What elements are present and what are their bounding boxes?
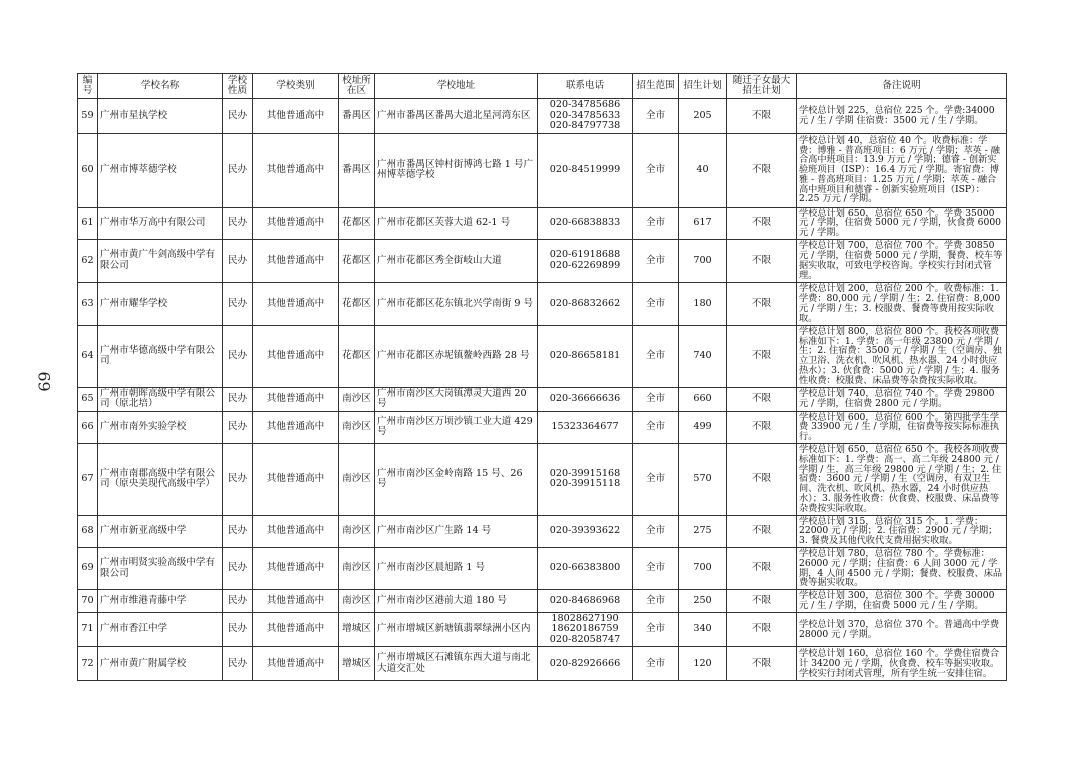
header-phone: 联系电话: [538, 74, 633, 99]
school-name: 广州市朝晖高级中学有限公司（原北培）: [98, 387, 223, 411]
school-address: 广州市花都区芙蓉大道 62-1 号: [375, 207, 538, 239]
enrollment-scope: 全市: [633, 590, 679, 613]
school-district: 南沙区: [339, 548, 375, 590]
migrant-plan: 不限: [727, 548, 797, 590]
row-number: 60: [78, 133, 98, 207]
school-district: 南沙区: [339, 515, 375, 547]
school-address: 广州市南沙区万顷沙镇工业大道 429 号: [375, 411, 538, 443]
school-name: 广州市华德高级中学有限公司: [98, 325, 223, 387]
school-category: 其他普通高中: [253, 207, 339, 239]
school-category: 其他普通高中: [253, 133, 339, 207]
contact-phone: [538, 590, 633, 613]
migrant-plan: 不限: [727, 239, 797, 282]
school-name: 广州市华万高中有限公司: [98, 207, 223, 239]
table-row: [78, 99, 1007, 134]
contact-phone: [538, 282, 633, 325]
remark-note: 学校总计划 160，总宿位 160 个。学费住宿费合计 34200 元 / 学期，伙食费、校车等据实收取。学校实行封闭式管理，所有学生统一安排住宿。: [797, 647, 1007, 681]
row-number: 66: [78, 411, 98, 443]
school-category: 其他普通高中: [253, 99, 339, 134]
school-district: 花都区: [339, 325, 375, 387]
school-district: 南沙区: [339, 387, 375, 411]
enrollment-plan: 250: [679, 590, 727, 613]
school-name: 广州市新亚高级中学: [98, 515, 223, 547]
migrant-plan: 不限: [727, 282, 797, 325]
row-number: 67: [78, 444, 98, 516]
school-address: 广州市番禺区番禺大道北星河湾东区: [375, 99, 538, 134]
school-category: 其他普通高中: [253, 282, 339, 325]
contact-phone: [538, 612, 633, 647]
migrant-plan: 不限: [727, 515, 797, 547]
phone-number: 020-34785686: [549, 99, 621, 110]
school-name: 广州市耀华学校: [98, 282, 223, 325]
row-number: 65: [78, 387, 98, 411]
phone-number: 18620186759: [551, 623, 619, 635]
enrollment-plan: 205: [679, 99, 727, 134]
school-nature: 民办: [223, 133, 253, 207]
school-address: 广州市南沙区晨旭路 1 号: [375, 548, 538, 590]
table-row: [78, 325, 1007, 387]
school-nature: 民办: [223, 239, 253, 282]
phone-number: 020-82926666: [549, 657, 621, 669]
table-row: [78, 444, 1007, 516]
school-category: 其他普通高中: [253, 387, 339, 411]
migrant-plan: 不限: [727, 612, 797, 647]
phone-number: 020-39915118: [549, 478, 621, 490]
school-category: 其他普通高中: [253, 515, 339, 547]
contact-phone: [538, 411, 633, 443]
remark-note: 学校总计划 650，总宿位 650 个。学费 35000 元 / 学期，住宿费 5000 元 / 学期，伙食费 6000 元 / 学期。: [797, 207, 1007, 239]
phone-number: 020-86658181: [549, 350, 621, 362]
remark-note: 学校总计划 800，总宿位 800 个。我校各项收费标准如下：1. 学费：高一年级 23800 元 / 学期 / 生；2. 住宿费：3500 元 / 学期 / 生（空调房、独立卫浴、洗衣机、吹风机、热水器、24 小时供应热水）；3. 伙食费：5000 元 / 学期 / 生；4. 服务性收费：校服费、床品费等杂费按实际收取。: [797, 325, 1007, 387]
enrollment-plan: 660: [679, 387, 727, 411]
header-name: 学校名称: [98, 74, 223, 99]
table-row: [78, 548, 1007, 590]
remark-note: 学校总计划 315，总宿位 315 个。1. 学费：22000 元 / 学期；2. 住宿费：2900 元 / 学期；3. 餐费及其他代收代支费用据实收取。: [797, 515, 1007, 547]
enrollment-plan: 617: [679, 207, 727, 239]
school-name: 广州市黄广牛剑高级中学有限公司: [98, 239, 223, 282]
enrollment-plan: 700: [679, 548, 727, 590]
remark-note: 学校总计划 225，总宿位 225 个。学费:34000 元 / 生 / 学期 住宿费：3500 元 / 生 / 学期。: [797, 99, 1007, 134]
school-address: 广州市花都区秀全街岐山大道: [375, 239, 538, 282]
header-migrant: 随迁子女最大招生计划: [727, 74, 797, 99]
phone-number: 020-84519999: [549, 163, 621, 175]
school-address: 广州市南沙区金岭南路 15 号、26 号: [375, 444, 538, 516]
school-name: 广州市维港青藤中学: [98, 590, 223, 613]
school-category: 其他普通高中: [253, 325, 339, 387]
remark-note: 学校总计划 740，总宿位 740 个。学费 29800 元 / 学期，住宿费 2800 元 / 学期。: [797, 387, 1007, 411]
school-district: 南沙区: [339, 590, 375, 613]
contact-phone: [538, 207, 633, 239]
school-nature: 民办: [223, 612, 253, 647]
table-row: [78, 612, 1007, 647]
remark-note: 学校总计划 40，总宿位 40 个。收费标准：学费：博雅 - 普高班项目：6 万元 / 学期；萃英 - 融合高中班项目：13.9 万元 / 学期；德睿 - 创新实验班项目（ISP）：16.4 万元 / 学期。寄宿费：博雅 - 普高班项目：1.25 万元 / 学期；萃英 - 融合高中班项目和德睿 - 创新实验班项目（ISP）：2.25 万元 / 学期。: [797, 133, 1007, 207]
school-category: 其他普通高中: [253, 239, 339, 282]
contact-phone: [538, 515, 633, 547]
school-nature: 民办: [223, 282, 253, 325]
school-district: 增城区: [339, 647, 375, 681]
phone-number: 18028627190: [551, 612, 619, 624]
school-category: 其他普通高中: [253, 548, 339, 590]
header-plan: 招生计划: [679, 74, 727, 99]
migrant-plan: 不限: [727, 647, 797, 681]
enrollment-plan: 120: [679, 647, 727, 681]
migrant-plan: 不限: [727, 99, 797, 134]
migrant-plan: 不限: [727, 590, 797, 613]
phone-number: 020-84797738: [549, 120, 621, 131]
page-number: 69: [34, 371, 54, 392]
school-nature: 民办: [223, 325, 253, 387]
row-number: 68: [78, 515, 98, 547]
school-enrollment-table: [77, 73, 1007, 681]
school-district: 南沙区: [339, 411, 375, 443]
school-address: 广州市花都区赤坭镇鳌岭西路 28 号: [375, 325, 538, 387]
school-address: 广州市南沙区大岗镇潭灵大道西 20 号: [375, 387, 538, 411]
school-category: 其他普通高中: [253, 411, 339, 443]
school-category: 其他普通高中: [253, 647, 339, 681]
migrant-plan: 不限: [727, 387, 797, 411]
migrant-plan: 不限: [727, 444, 797, 516]
school-name: 广州市星执学校: [98, 99, 223, 134]
school-district: 南沙区: [339, 444, 375, 516]
migrant-plan: 不限: [727, 411, 797, 443]
contact-phone: [538, 239, 633, 282]
enrollment-plan: 700: [679, 239, 727, 282]
school-district: 花都区: [339, 207, 375, 239]
table-row: [78, 133, 1007, 207]
remark-note: 学校总计划 370，总宿位 370 个。普通高中学费 28000 元 / 学期。: [797, 612, 1007, 647]
school-name: 广州市南外实验学校: [98, 411, 223, 443]
phone-number: 020-66838833: [549, 216, 621, 228]
table-row: [78, 387, 1007, 411]
remark-note: 学校总计划 300，总宿位 300 个。学费 30000 元 / 生 / 学期，住宿费 5000 元 / 生 / 学期。: [797, 590, 1007, 613]
school-nature: 民办: [223, 548, 253, 590]
phone-number: 020-34785633: [549, 109, 621, 121]
table-header-row: [78, 74, 1007, 99]
school-category: 其他普通高中: [253, 612, 339, 647]
table-row: [78, 590, 1007, 613]
row-number: 72: [78, 647, 98, 681]
enrollment-scope: 全市: [633, 207, 679, 239]
enrollment-scope: 全市: [633, 99, 679, 134]
enrollment-plan: 740: [679, 325, 727, 387]
school-district: 增城区: [339, 612, 375, 647]
school-name: 广州市明贤实验高级中学有限公司: [98, 548, 223, 590]
school-nature: 民办: [223, 444, 253, 516]
school-address: 广州市花都区花东镇北兴学南街 9 号: [375, 282, 538, 325]
enrollment-scope: 全市: [633, 282, 679, 325]
row-number: 70: [78, 590, 98, 613]
school-district: 番禺区: [339, 99, 375, 134]
remark-note: 学校总计划 200，总宿位 200 个。收费标准：1. 学费：80,000 元 / 学期 / 生；2. 住宿费：8,000 元 / 学期 / 生；3. 校服费、餐费等费用按实际收取。: [797, 282, 1007, 325]
row-number: 62: [78, 239, 98, 282]
contact-phone: [538, 647, 633, 681]
school-name: 广州市黄广附属学校: [98, 647, 223, 681]
enrollment-plan: 180: [679, 282, 727, 325]
phone-number: 020-66383800: [549, 562, 621, 574]
header-address: 学校地址: [375, 74, 538, 99]
phone-number: 020-86832662: [549, 297, 621, 309]
remark-note: 学校总计划 650，总宿位 650 个。我校各项收费标准如下：1. 学费：高一、高二年级 24800 元 / 学期 / 生，高三年级 29800 元 / 学期 / 生；2. 住宿费：3600 元 / 学期 / 生（空调房，有双卫生间、洗衣机、吹风机、热水器，24 小时供应热水）；3. 服务性收费：伙食费、校服费、床品费等杂费按实际收取。: [797, 444, 1007, 516]
school-nature: 民办: [223, 411, 253, 443]
table-row: [78, 411, 1007, 443]
row-number: 59: [78, 99, 98, 134]
phone-number: 020-82058747: [549, 633, 621, 645]
migrant-plan: 不限: [727, 207, 797, 239]
enrollment-scope: 全市: [633, 325, 679, 387]
migrant-plan: 不限: [727, 325, 797, 387]
contact-phone: [538, 548, 633, 590]
school-nature: 民办: [223, 590, 253, 613]
contact-phone: [538, 133, 633, 207]
enrollment-plan: 275: [679, 515, 727, 547]
phone-number: 020-61918688: [549, 249, 621, 261]
migrant-plan: 不限: [727, 133, 797, 207]
school-nature: 民办: [223, 207, 253, 239]
header-district: 校址所在区: [339, 74, 375, 99]
school-nature: 民办: [223, 515, 253, 547]
header-scope: 招生范围: [633, 74, 679, 99]
enrollment-scope: 全市: [633, 411, 679, 443]
enrollment-plan: 340: [679, 612, 727, 647]
enrollment-scope: 全市: [633, 387, 679, 411]
row-number: 61: [78, 207, 98, 239]
enrollment-plan: 40: [679, 133, 727, 207]
table-row: [78, 282, 1007, 325]
enrollment-scope: 全市: [633, 444, 679, 516]
table-row: [78, 515, 1007, 547]
header-note: 备注说明: [797, 74, 1007, 99]
header-no: 编号: [78, 74, 98, 99]
school-category: 其他普通高中: [253, 590, 339, 613]
phone-number: 020-36666636: [549, 392, 621, 404]
row-number: 71: [78, 612, 98, 647]
school-district: 番禺区: [339, 133, 375, 207]
phone-number: 020-39393622: [549, 525, 621, 537]
header-category: 学校类别: [253, 74, 339, 99]
school-nature: 民办: [223, 387, 253, 411]
phone-number: 020-62269899: [549, 259, 621, 271]
row-number: 63: [78, 282, 98, 325]
enrollment-scope: 全市: [633, 647, 679, 681]
school-address: 广州市增城区新塘镇翡翠绿洲小区内: [375, 612, 538, 647]
remark-note: 学校总计划 700，总宿位 700 个。学费 30850 元 / 学期，住宿费 5000 元 / 学期，餐费、校车等据实收取，可致电学校咨询。学校实行封闭式管理。: [797, 239, 1007, 282]
school-nature: 民办: [223, 99, 253, 134]
school-address: 广州市南沙区港前大道 180 号: [375, 590, 538, 613]
school-address: 广州市增城区石滩镇东西大道与南北大道交汇处: [375, 647, 538, 681]
table-row: [78, 207, 1007, 239]
school-name: 广州市博萃德学校: [98, 133, 223, 207]
table-row: [78, 647, 1007, 681]
school-district: 花都区: [339, 239, 375, 282]
school-district: 花都区: [339, 282, 375, 325]
remark-note: 学校总计划 780，总宿位 780 个。学费标准：26000 元 / 学期；住宿费：6 人间 3000 元 / 学期，4 人间 4500 元 / 学期；餐费、校服费、床品费等据实收取。: [797, 548, 1007, 590]
contact-phone: [538, 444, 633, 516]
contact-phone: [538, 387, 633, 411]
table-row: [78, 239, 1007, 282]
row-number: 69: [78, 548, 98, 590]
enrollment-scope: 全市: [633, 133, 679, 207]
school-address: 广州市南沙区广生路 14 号: [375, 515, 538, 547]
enrollment-plan: 570: [679, 444, 727, 516]
phone-number: 020-39915168: [549, 467, 621, 479]
phone-number: 15323364677: [551, 421, 619, 433]
enrollment-scope: 全市: [633, 612, 679, 647]
enrollment-scope: 全市: [633, 548, 679, 590]
school-nature: 民办: [223, 647, 253, 681]
enrollment-scope: 全市: [633, 239, 679, 282]
header-nature: 学校性质: [223, 74, 253, 99]
remark-note: 学校总计划 600，总宿位 600 个。第四批学生学费 33900 元 / 生 / 学期，住宿费等按实际标准执行。: [797, 411, 1007, 443]
contact-phone: [538, 325, 633, 387]
school-name: 广州市香江中学: [98, 612, 223, 647]
contact-phone: [538, 99, 633, 134]
enrollment-plan: 499: [679, 411, 727, 443]
row-number: 64: [78, 325, 98, 387]
school-name: 广州市南郡高级中学有限公司（原央美现代高级中学）: [98, 444, 223, 516]
school-address: 广州市番禺区钟村街博鸿七路 1 号广州博萃德学校: [375, 133, 538, 207]
phone-number: 020-84686968: [549, 594, 621, 606]
school-category: 其他普通高中: [253, 444, 339, 516]
enrollment-scope: 全市: [633, 515, 679, 547]
